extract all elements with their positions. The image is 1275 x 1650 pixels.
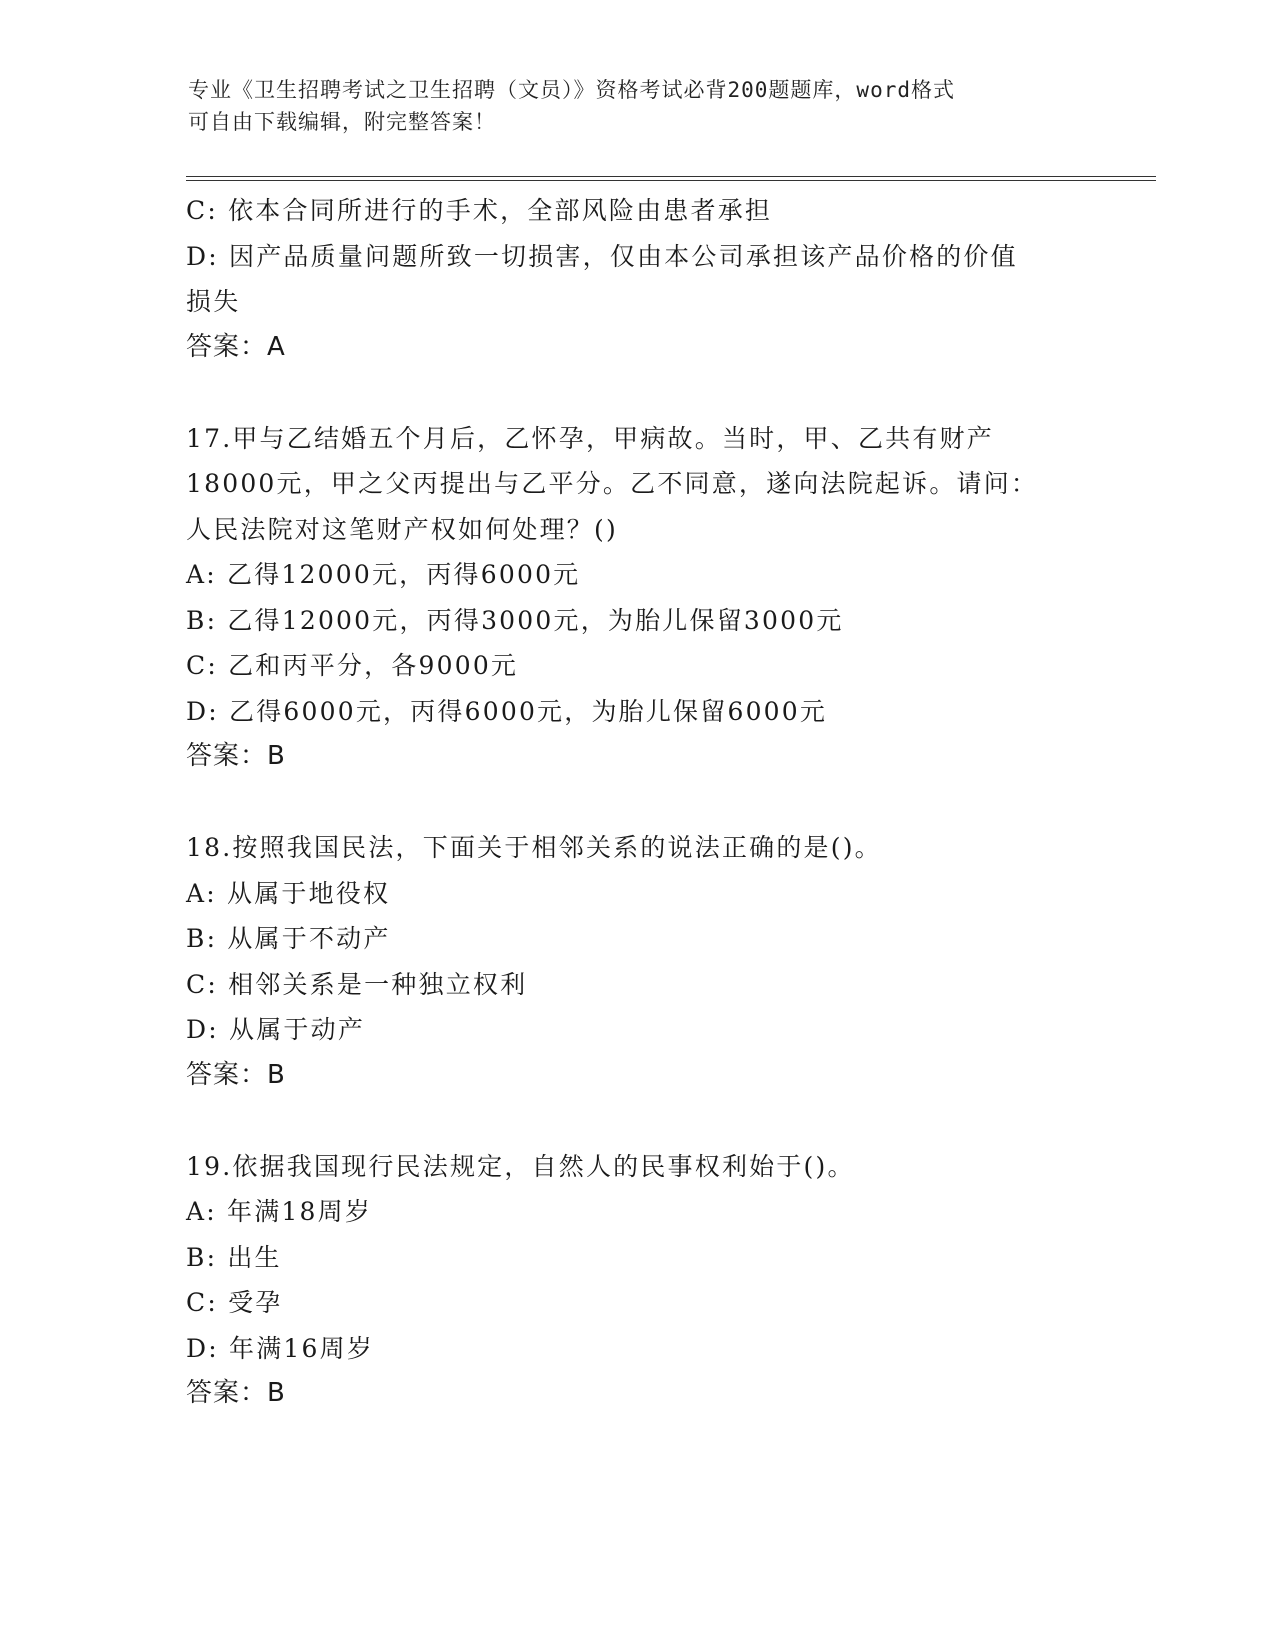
option-line: C: 依本合同所进行的手术，全部风险由患者承担 (186, 196, 773, 225)
question-stem-line: 人民法院对这笔财产权如何处理？() (186, 514, 618, 544)
option-d: D: 从属于动产 (186, 1015, 366, 1044)
option-d: D: 年满16周岁 (186, 1333, 375, 1363)
answer-line: 答案：B (186, 1378, 286, 1408)
header-divider (186, 176, 1156, 181)
prev-question-block (186, 188, 1086, 370)
answer-line: 答案：A (186, 331, 286, 362)
question-18 (186, 825, 1086, 1098)
option-a: A: 从属于地役权 (186, 878, 391, 908)
question-17 (186, 416, 1086, 780)
question-stem-line: 19.依据我国现行民法规定，自然人的民事权利始于()。 (186, 1151, 855, 1181)
option-b: B: 从属于不动产 (186, 924, 391, 953)
page-header (188, 74, 1068, 138)
question-stem-line: 18.按照我国民法，下面关于相邻关系的说法正确的是()。 (186, 833, 882, 862)
question-stem-line: 18000元，甲之父丙提出与乙平分。乙不同意，遂向法院起诉。请问： (186, 469, 1039, 498)
option-line: D: 因产品质量问题所致一切损害，仅由本公司承担该产品价格的价值 (186, 241, 1018, 271)
answer-line: 答案：B (186, 1059, 286, 1090)
option-line-continued: 损失 (186, 287, 241, 316)
option-c: C: 受孕 (186, 1288, 283, 1317)
option-d: D: 乙得6000元，丙得6000元，为胎儿保留6000元 (186, 696, 828, 726)
option-c: C: 乙和丙平分，各9000元 (186, 651, 519, 680)
option-b: B: 乙得12000元，丙得3000元，为胎儿保留3000元 (186, 605, 844, 635)
option-a: A: 乙得12000元，丙得6000元 (186, 560, 581, 589)
question-content (186, 188, 1086, 1417)
option-a: A: 年满18周岁 (186, 1197, 373, 1226)
answer-line: 答案：B (186, 741, 286, 771)
question-stem-line: 17.甲与乙结婚五个月后，乙怀孕，甲病故。当时，甲、乙共有财产 (186, 423, 994, 453)
question-19 (186, 1144, 1086, 1417)
header-title-line-2: 可自由下载编辑，附完整答案！ (188, 110, 496, 134)
option-b: B: 出生 (186, 1242, 282, 1272)
header-title-line-1: 专业《卫生招聘考试之卫生招聘（文员）》资格考试必背200题题库，word格式 (188, 78, 955, 102)
option-c: C: 相邻关系是一种独立权利 (186, 969, 528, 999)
